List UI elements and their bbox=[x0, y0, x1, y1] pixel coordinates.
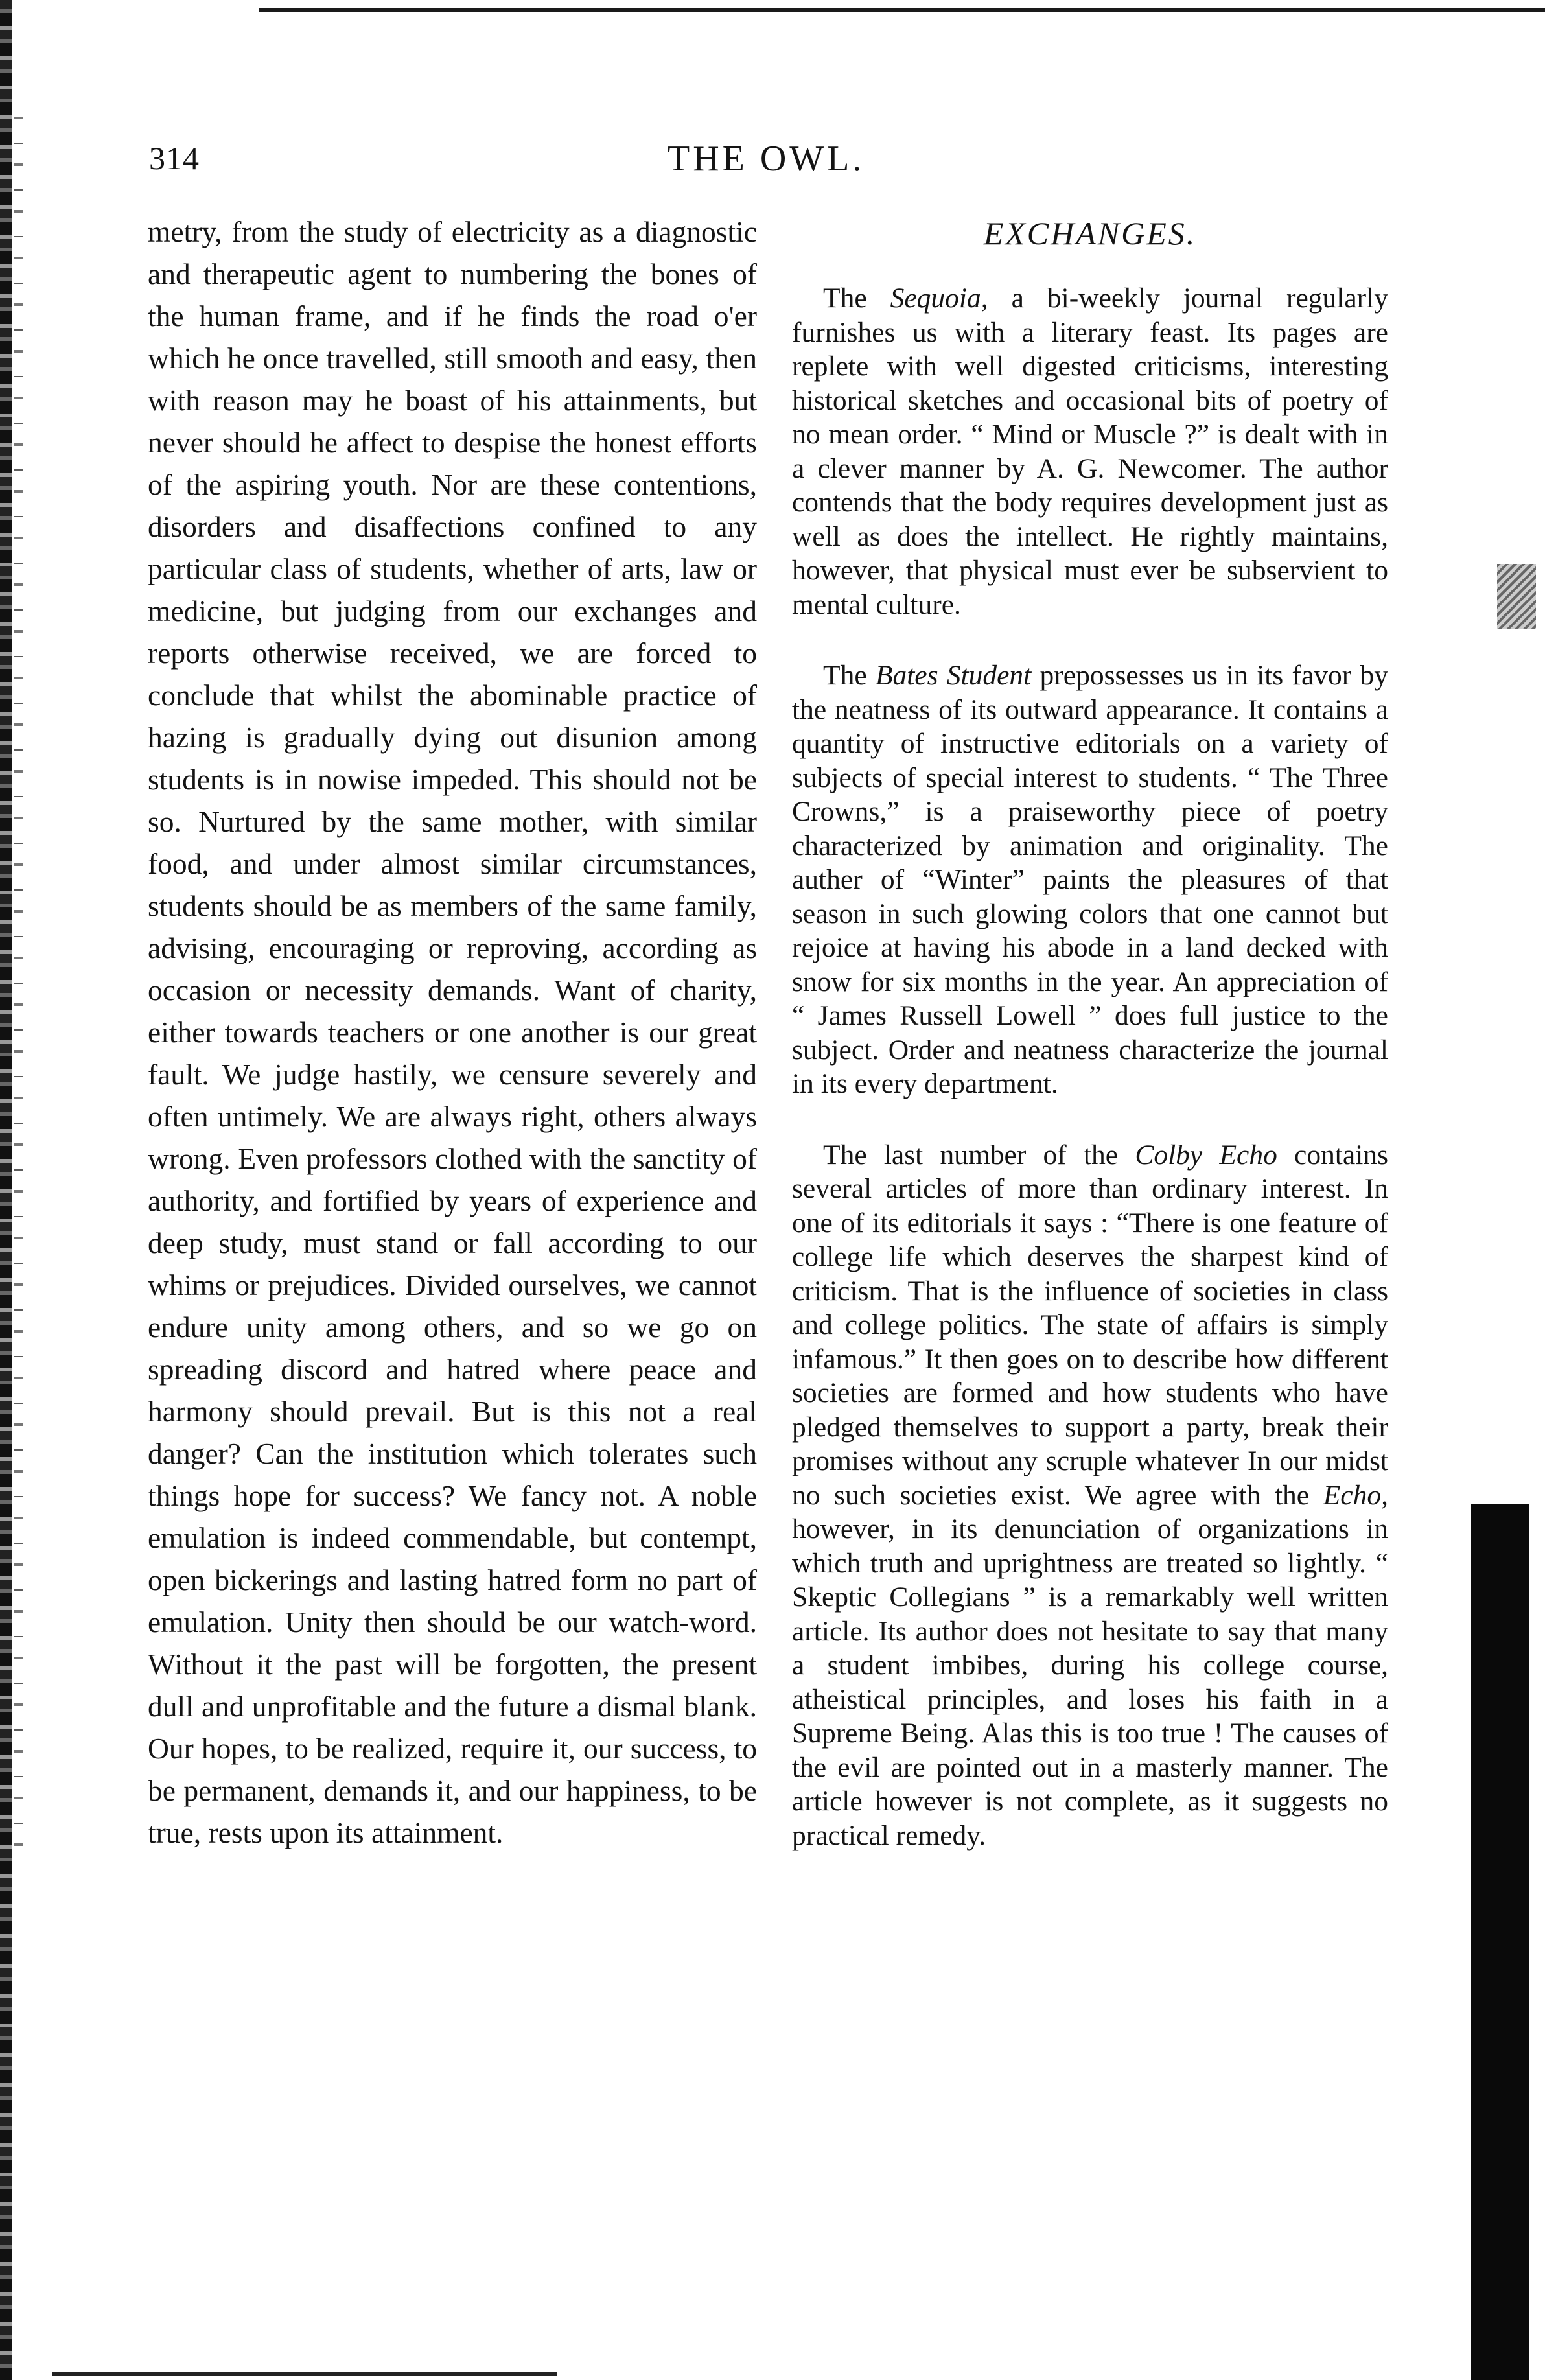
exchange-paragraph-colby-echo bbox=[792, 1138, 1388, 1853]
journal-title: Colby Echo bbox=[1135, 1139, 1277, 1171]
paragraph-text: The last number of the bbox=[823, 1139, 1135, 1171]
right-column bbox=[792, 214, 1388, 1852]
page-number: 314 bbox=[149, 140, 200, 176]
left-column bbox=[148, 211, 757, 1854]
running-title: THE OWL. bbox=[668, 139, 865, 179]
right-edge-mark bbox=[1497, 564, 1536, 629]
exchange-paragraph-bates-student bbox=[792, 659, 1388, 1101]
section-heading: EXCHANGES. bbox=[983, 215, 1197, 251]
exchange-paragraph-sequoia bbox=[792, 281, 1388, 622]
paragraph-text: a bi-weekly journal regularly furnishes us with a literary feast. Its pages are replete with well digested criticisms, interesting historical sketches and occasional bits of poetry of no mean order. “ Mind or Muscle ?” is dealt with in a clever manner by A. G. Newcomer. The author contends that the body requires development just as well as does the intellect. He rightly maintains, however, that physical must ever be subservient to mental culture. bbox=[792, 283, 1388, 620]
bottom-edge-rule bbox=[52, 2372, 557, 2376]
paragraph-text: The bbox=[823, 283, 890, 314]
journal-title: Bates Student bbox=[875, 660, 1032, 691]
top-edge-rule bbox=[259, 8, 1545, 12]
paragraph-text: contains several articles of more than ordinary interest. In one of its editorials it says : “There is one feature of college life which deserves the sharpest kind of criticism. That is the influence of societies in class and college politics. The state of affairs is simply infamous.” It then goes on to describe how different societies are formed and how students who have pledged themselves to support a party, break their promises without any scruple whatever In our midst no such societies exist. We agree with the bbox=[792, 1139, 1388, 1511]
paragraph-text: however, in its denunciation of organizations in which truth and uprightness are treated so lightly. “ Skeptic Collegians ” is a remarkably well written article. Its author does not hesitate to say that many a student imbibes, during his college course, atheistical principles, and loses his faith in a Supreme Being. Alas this is too true ! The causes of the evil are pointed out in a masterly manner. The article however is not complete, as it suggests no practical remedy. bbox=[792, 1513, 1388, 1851]
paragraph-text: The bbox=[823, 660, 876, 691]
editorial-paragraph: metry, from the study of electricity as a diagnostic and therapeutic agent to numbering the bones of the human frame, and if he finds the road o'er which he once travelled, still smooth and easy, then with reason may he boast of his attainments, but never should he affect to despise the honest efforts of the aspiring youth. Nor are these contentions, disorders and disaffections confined to any particular class of students, whether of arts, law or medicine, but judging from our exchanges and reports otherwise received, we are forced to conclude that whilst the abominable practice of hazing is gradually dying out disunion among students is in nowise impeded. This should not be so. Nurtured by the same mother, with similar food, and under almost similar circumstances, students should be as members of the same family, advising, encouraging or reproving, according as occasion or necessity demands. Want of charity, either towards teachers or one another is our great fault. We judge hastily, we censure severely and often untimely. We are always right, others always wrong. Even professors clothed with the sanctity of authority, and fortified by years of experience and deep study, must stand or fall according to our whims or prejudices. Divided ourselves, we cannot endure unity among others, and so we go on spreading discord and hatred where peace and harmony should prevail. But is this not a real danger? Can the institution which tolerates such things hope for success? We fancy not. A noble emulation is indeed commendable, but contempt, open bickerings and lasting hatred form no part of emulation. Unity then should be our watch-word. Without it the past will be forgotten, the present dull and unprofitable and the future a dismal blank. Our hopes, to be realized, require it, our success, to be permanent, demands it, and our happiness, to be true, rests upon its attainment. bbox=[148, 215, 757, 1849]
page-header bbox=[149, 139, 1380, 185]
binding-specks bbox=[14, 97, 23, 1847]
paragraph-text: prepossesses us in its favor by the neatness of its outward appearance. It contains a quantity of instructive editorials on a variety of subjects of special interest to students. “ The Three Crowns,” is a praiseworthy piece of poetry characterized by animation and originality. The auther of “Winter” paints the pleasures of that season in such glowing colors that one cannot but rejoice at having his abode in a land decked with snow for six months in the year. An appreciation of “ James Russell Lowell ” does full justice to the subject. Order and neatness characterize the journal in its every department. bbox=[792, 660, 1388, 1099]
journal-title: Echo, bbox=[1323, 1479, 1388, 1511]
right-edge-bar bbox=[1471, 1504, 1529, 2380]
journal-title: Sequoia, bbox=[890, 283, 988, 314]
page-binding-edge bbox=[0, 0, 12, 2380]
